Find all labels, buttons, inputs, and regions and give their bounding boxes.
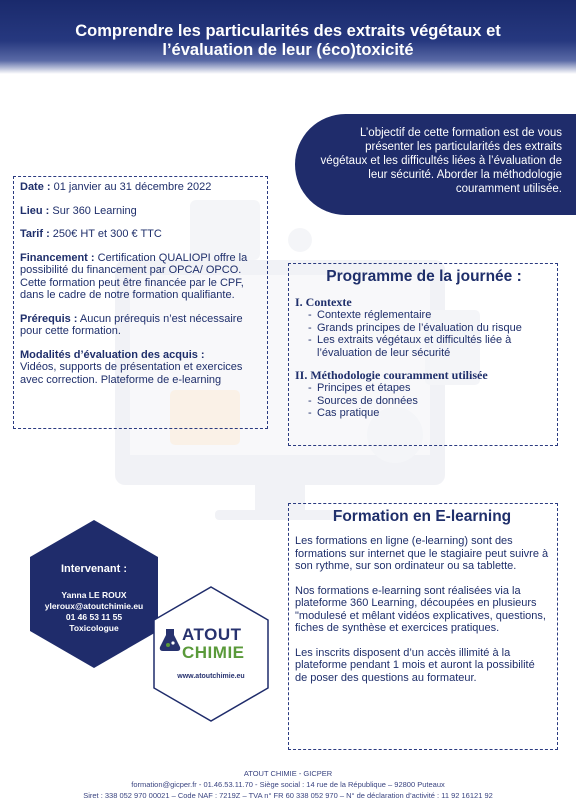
list-item-text: Les extraits végétaux et difficultés liée à l’évaluation de leur sécurité — [317, 334, 512, 359]
atout-chimie-logo — [152, 585, 270, 723]
list-item: - Principes et étapes — [308, 382, 411, 394]
instructor-phone: 01 46 53 11 55 — [65, 612, 123, 622]
footer — [0, 768, 576, 801]
instructor-hexagon — [28, 518, 160, 670]
date-label: Date : — [20, 181, 51, 193]
financement-label: Financement : — [20, 251, 95, 264]
modalites-row — [20, 349, 261, 387]
objective-text: L’objectif de cette formation est de vous présenter les particularités des extraits végétaux et les difficultés liées à l’évaluation de leur sécurité. Aborder la méthodologie couramment utilisée. — [320, 127, 562, 195]
list-item: - Cas pratique — [308, 407, 380, 419]
footer-line-3: Siret : 338 052 970 00021 – Code NAF : 7219Z – TVA n° FR 60 338 052 970 – N° de déclaration d’activité : 11 92 16121 92 — [83, 791, 493, 800]
lieu-row — [20, 205, 261, 218]
logo-word-atout: ATOUT — [182, 625, 242, 644]
financement-row — [20, 252, 261, 302]
instructor-email: yleroux@atoutchimie.eu — [44, 601, 144, 611]
objective-banner — [295, 114, 576, 215]
instructor-details — [28, 518, 160, 670]
list-item: - Contexte réglementaire — [308, 309, 432, 321]
date-value: 01 janvier au 31 décembre 2022 — [50, 181, 212, 193]
instructor-role: Toxicologue — [69, 623, 119, 633]
programme-section-1-title: I. Contexte — [295, 295, 352, 309]
logo-word-chimie: CHIMIE — [182, 643, 245, 662]
title-line-1: Comprendre les particularités des extraits végétaux et — [75, 22, 501, 40]
financement-value: Certification QUALIOPI offre la possibilité du financement par OPCA/ OPCO. Cette formation peut être financée par le CPF, dans le cadre de notre formation qualifiante. — [20, 251, 248, 301]
modalites-value: Vidéos, supports de présentation et exercices avec correction. Plateforme de e-learning — [20, 361, 243, 386]
programme-section-1-list — [295, 309, 553, 359]
list-item-text: Principes et étapes — [317, 382, 411, 394]
page-title — [0, 22, 576, 60]
list-item-text: Grands principes de l’évaluation du risque — [317, 321, 522, 334]
title-line-2: l’évaluation de leur (éco)toxicité — [162, 41, 414, 59]
instructor-title: Intervenant : — [60, 563, 127, 575]
elearning-title: Formation en E-learning — [332, 508, 512, 525]
elearning-paragraph-2: Nos formations e-learning sont réalisées via la plateforme 360 Learning, découpées en plusieurs "modulesé et mêlant vidéos explicatives, questions, fiches de synthèse et exercices pratiques. — [295, 584, 546, 634]
prerequis-label: Prérequis : — [20, 312, 78, 325]
tarif-value: 250€ HT et 300 € TTC — [49, 228, 162, 240]
footer-line-2: formation@gicper.fr - 01.46.53.11.70 - Siège social : 14 rue de la République – 92800 Puteaux — [131, 780, 445, 789]
list-item-text: Cas pratique — [317, 407, 380, 419]
list-item: - Sources de données — [308, 394, 418, 407]
date-row — [20, 181, 261, 194]
info-box — [13, 176, 268, 429]
header-banner — [0, 0, 576, 74]
logo-hexagon — [152, 585, 270, 723]
lieu-label: Lieu : — [20, 204, 50, 217]
instructor-contact — [28, 590, 160, 634]
elearning-paragraph-3: Les inscrits disposent d’un accès illimité à la plateforme pendant 1 mois et auront la possibilité de poser des questions au formateur. — [295, 646, 535, 684]
programme-section-2-title: II. Méthodologie couramment utilisée — [295, 368, 488, 382]
footer-line-1: ATOUT CHIMIE - GICPER — [243, 769, 333, 778]
tarif-row — [20, 228, 261, 241]
instructor-name: Yanna LE ROUX — [61, 590, 127, 600]
elearning-box — [288, 503, 558, 750]
tarif-label: Tarif : — [20, 228, 50, 240]
elearning-paragraph-1: Les formations en ligne (e-learning) sont des formations sur internet que le stagiaire peut suivre à son rythme, sur son ordinateur ou sa tablette. — [295, 535, 549, 572]
modalites-label: Modalités d’évaluation des acquis : — [20, 348, 205, 361]
list-item: - Grands principes de l’évaluation du risque — [308, 321, 522, 334]
programme-section-2-list — [295, 382, 553, 420]
list-item-text: Sources de données — [317, 394, 418, 407]
logo-url: www.atoutchimie.eu — [177, 673, 245, 680]
prerequis-row — [20, 313, 261, 338]
list-item: - Les extraits végétaux et difficultés liée à l’évaluation de leur sécurité — [308, 334, 553, 359]
programme-box — [288, 263, 558, 446]
lieu-value: Sur 360 Learning — [49, 204, 137, 217]
programme-title: Programme de la journée : — [326, 268, 522, 285]
list-item-text: Contexte réglementaire — [317, 309, 432, 321]
prerequis-value: Aucun prérequis n’est nécessaire pour cette formation. — [20, 312, 243, 337]
